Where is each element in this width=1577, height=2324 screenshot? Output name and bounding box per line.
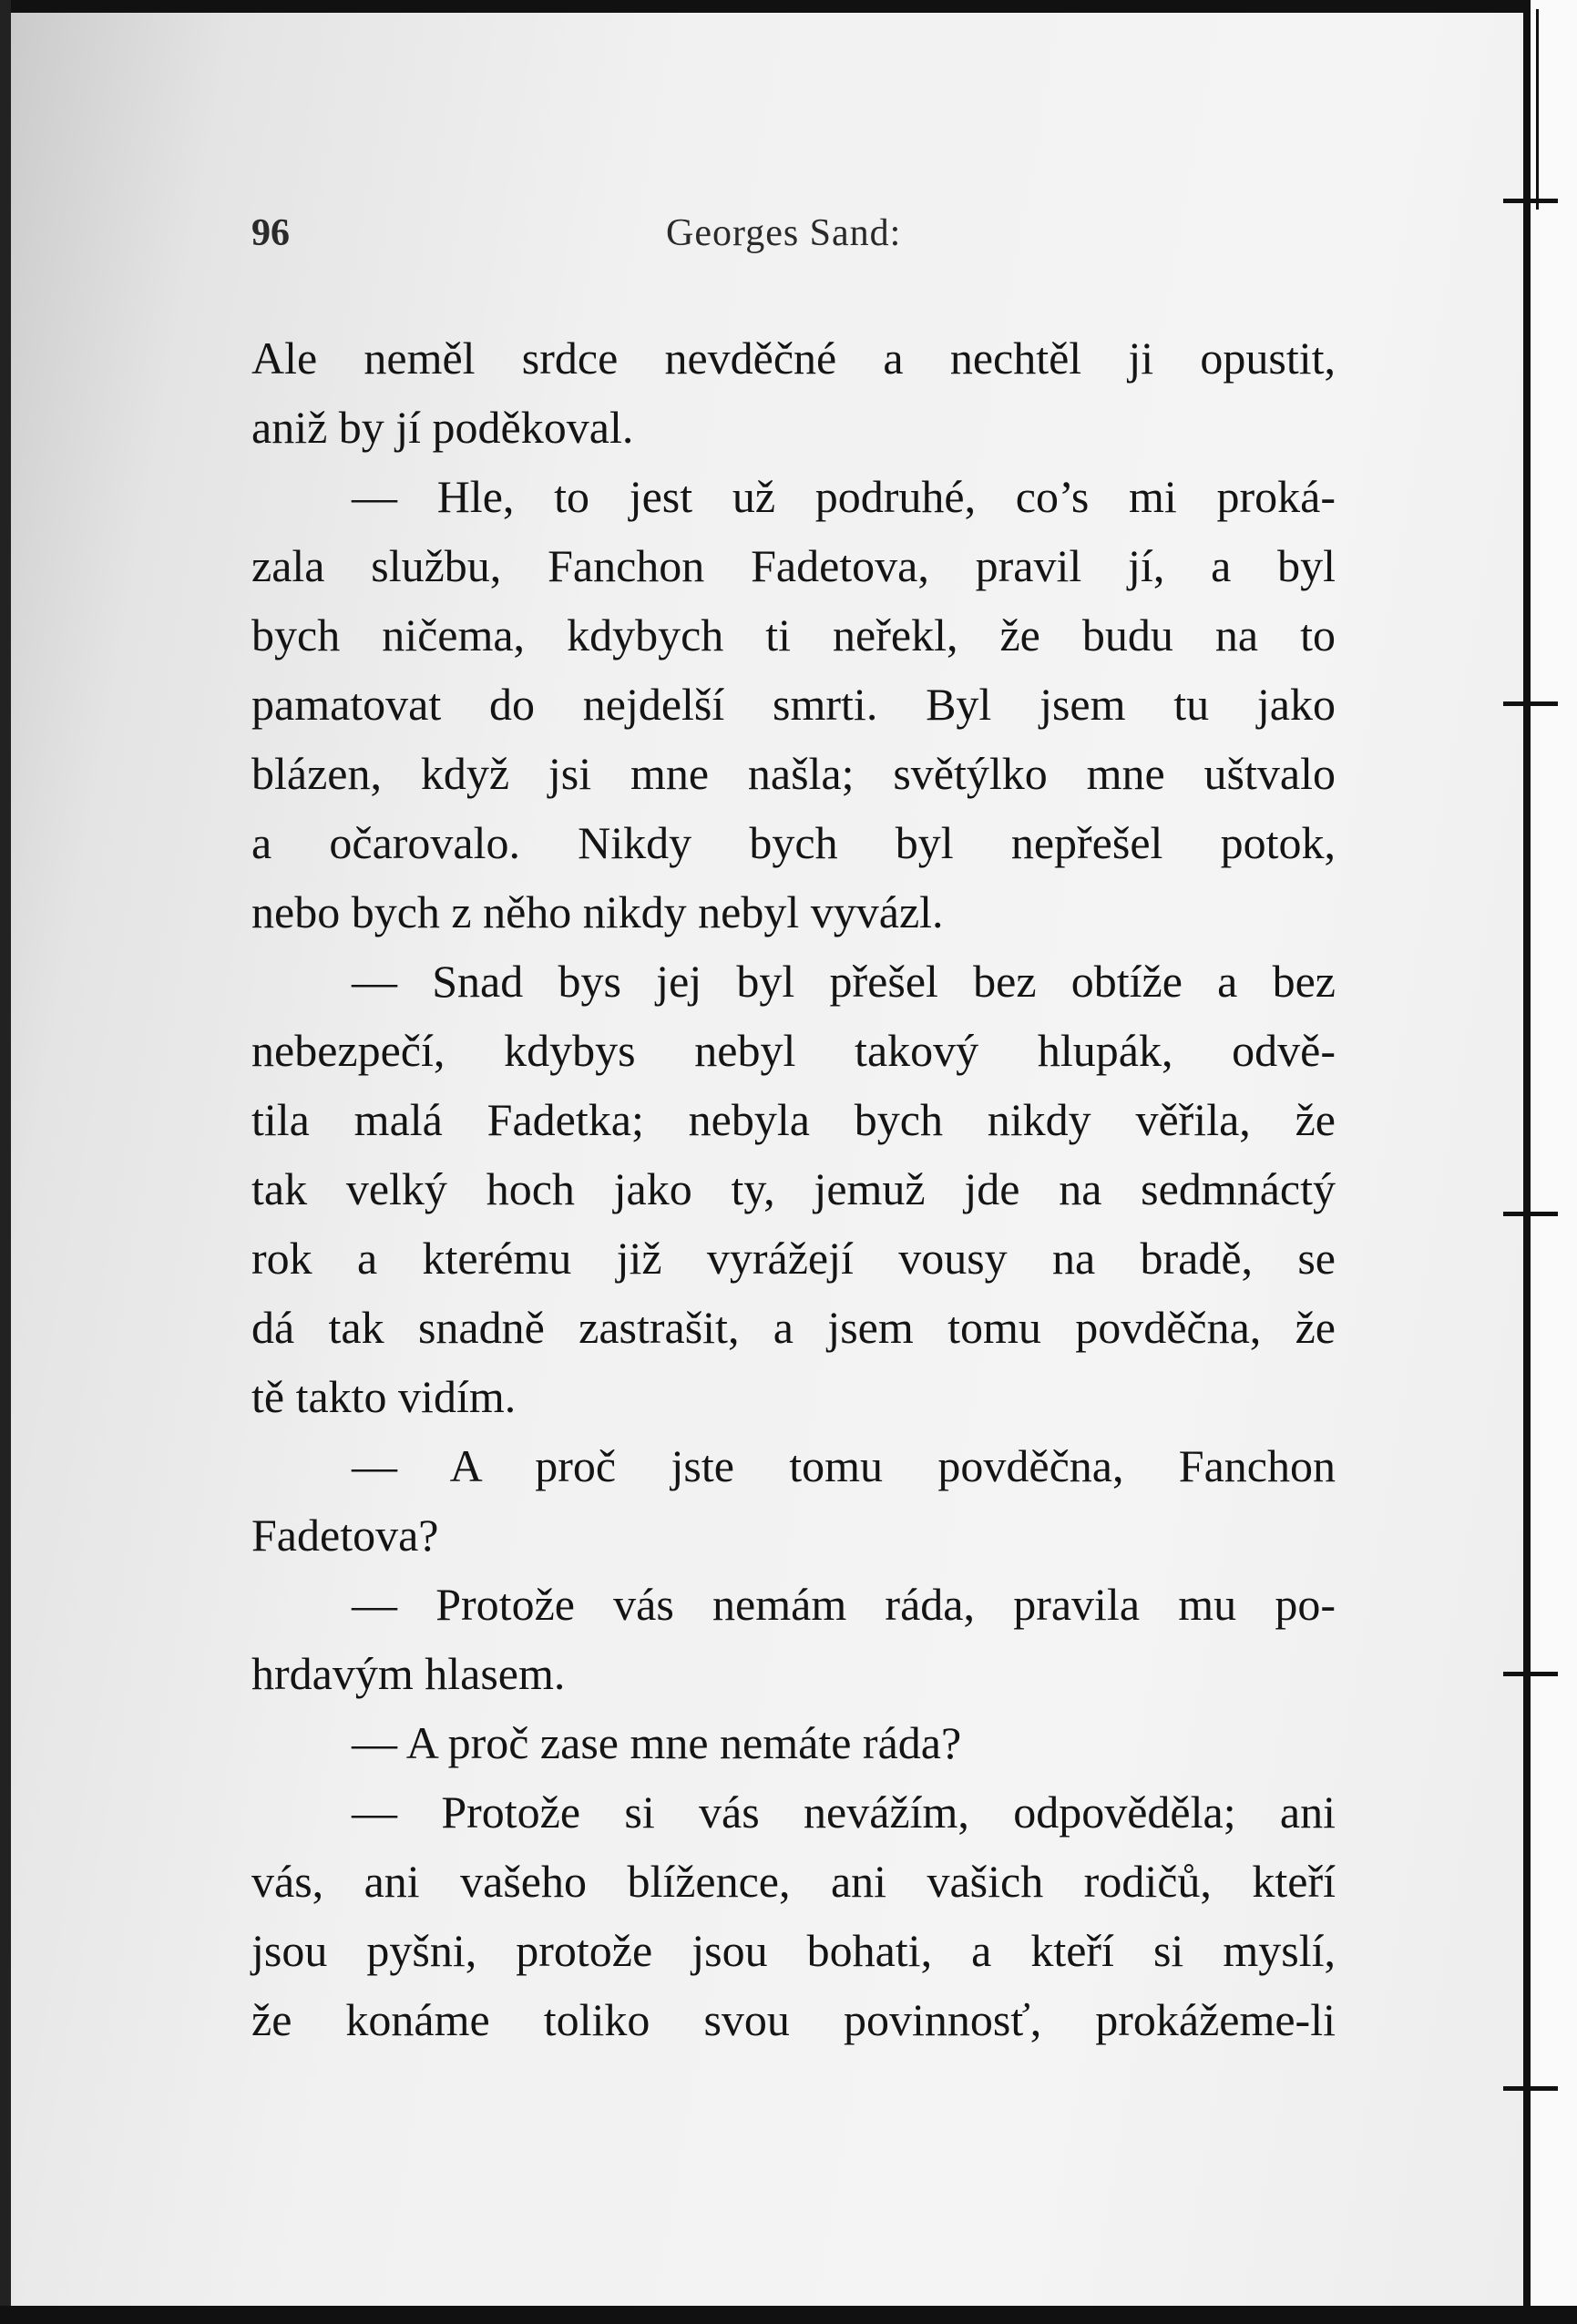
text-line: Fadetova? xyxy=(251,1510,439,1561)
scan-border-bottom xyxy=(0,2306,1577,2324)
text-line: nebo bych z něho nikdy nebyl vyvázl. xyxy=(251,886,944,937)
scan-border-right xyxy=(1523,0,1531,2324)
scan-tick-mark xyxy=(1503,199,1558,203)
scan-tick-mark xyxy=(1503,2086,1558,2091)
text-line: tak velký hoch jako ty, jemuž jde na sedmnáctý xyxy=(251,1163,1336,1214)
text-line: pamatovat do nejdelší smrti. Byl jsem tu jako xyxy=(251,679,1336,730)
scan-tick-mark xyxy=(1503,1672,1558,1676)
text-line: rok a kterému již vyrážejí vousy na bradě, se xyxy=(251,1233,1336,1284)
scan-tick-mark xyxy=(1503,701,1558,706)
scan-edge-mark xyxy=(1536,9,1539,210)
text-line: — Hle, to jest už podruhé, co’s mi proká- xyxy=(352,471,1336,522)
page-number: 96 xyxy=(251,212,290,254)
text-line: — Protože si vás nevážím, odpověděla; ani xyxy=(352,1787,1336,1838)
scan-border-left xyxy=(0,0,11,2324)
text-line: blázen, když jsi mne našla; světýlko mne uštvalo xyxy=(251,748,1336,799)
page-header xyxy=(251,211,1336,266)
text-line: vás, ani vašeho blížence, ani vašich rodičů, kteří xyxy=(251,1856,1336,1907)
text-line: nebezpečí, kdybys nebyl takový hlupák, odvě- xyxy=(251,1025,1336,1076)
text-line: Ale neměl srdce nevděčné a nechtěl ji opustit, xyxy=(251,333,1336,384)
text-line: hrdavým hlasem. xyxy=(251,1648,566,1699)
text-line: tila malá Fadetka; nebyla bych nikdy věřila, že xyxy=(251,1094,1336,1145)
scan-border-top xyxy=(0,0,1577,13)
text-line: — Protože vás nemám ráda, pravila mu po- xyxy=(352,1579,1336,1630)
text-line: bych ničema, kdybych ti neřekl, že budu na to xyxy=(251,609,1336,660)
text-line: dá tak snadně zastrašit, a jsem tomu povděčna, že xyxy=(251,1302,1336,1353)
running-head: Georges Sand: xyxy=(666,212,902,254)
text-line: — Snad bys jej byl přešel bez obtíže a bez xyxy=(352,956,1336,1007)
body-text xyxy=(251,323,1336,2054)
scan-tick-mark xyxy=(1503,1212,1558,1216)
text-line: že konáme toliko svou povinnosť, prokážeme-li xyxy=(251,1994,1336,2045)
text-line: zala službu, Fanchon Fadetova, pravil jí, a byl xyxy=(251,540,1336,591)
scan-margin-right xyxy=(1523,0,1577,2324)
text-line: tě takto vidím. xyxy=(251,1371,517,1422)
text-line: — A proč jste tomu povděčna, Fanchon xyxy=(352,1440,1336,1491)
text-line: aniž by jí poděkoval. xyxy=(251,402,634,453)
text-line: — A proč zase mne nemáte ráda? xyxy=(352,1717,962,1768)
text-line: jsou pyšni, protože jsou bohati, a kteří si myslí, xyxy=(251,1925,1336,1976)
text-line: a očarovalo. Nikdy bych byl nepřešel potok, xyxy=(251,817,1336,868)
